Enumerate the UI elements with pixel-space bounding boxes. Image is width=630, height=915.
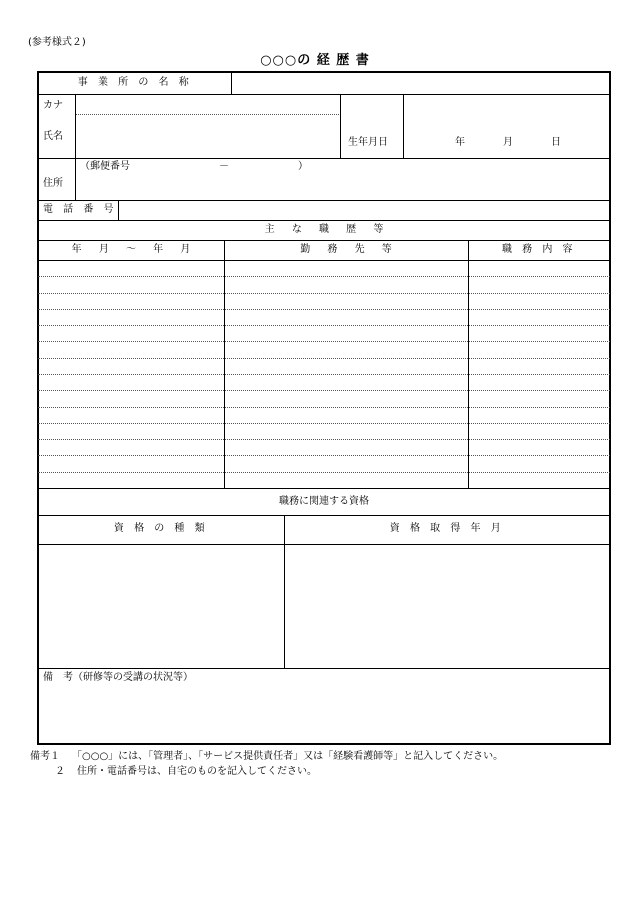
career-section-title: 主 な 職 歴 等	[264, 224, 384, 235]
address-field[interactable]	[77, 176, 609, 198]
career-workplace-cell[interactable]	[225, 359, 467, 373]
career-period-cell[interactable]	[39, 294, 223, 308]
career-duties-cell[interactable]	[469, 375, 608, 389]
row-separator	[38, 472, 610, 473]
divider	[38, 158, 610, 159]
divider	[284, 515, 285, 668]
row-separator	[38, 325, 610, 326]
office-name-field[interactable]	[233, 73, 609, 93]
row-separator	[38, 358, 610, 359]
career-period-cell[interactable]	[39, 408, 223, 422]
career-workplace-cell[interactable]	[225, 473, 467, 487]
qualification-col-date: 資 格 取 得 年 月	[389, 523, 505, 534]
page-title: ○○○の 経 歴 書	[260, 53, 370, 68]
reference-form-label: (参考様式２)	[28, 37, 86, 48]
divider	[231, 72, 232, 94]
divider	[75, 158, 76, 200]
divider	[340, 94, 341, 158]
name-field[interactable]	[77, 116, 339, 156]
postal-code-field[interactable]	[140, 160, 296, 174]
divider	[38, 544, 610, 545]
career-duties-cell[interactable]	[469, 359, 608, 373]
remarks-label: 備 考（研修等の受講の状況等）	[43, 672, 193, 683]
phone-field[interactable]	[120, 201, 609, 219]
row-separator	[38, 293, 610, 294]
career-workplace-cell[interactable]	[225, 326, 467, 340]
career-duties-cell[interactable]	[469, 326, 608, 340]
divider	[38, 220, 610, 221]
career-duties-cell[interactable]	[469, 456, 608, 470]
divider	[38, 488, 610, 489]
career-duties-cell[interactable]	[469, 473, 608, 487]
divider	[38, 668, 610, 669]
row-separator	[38, 423, 610, 424]
career-period-cell[interactable]	[39, 261, 223, 275]
career-duties-cell[interactable]	[469, 294, 608, 308]
kana-label: カナ	[43, 100, 63, 111]
row-separator	[38, 341, 610, 342]
row-separator	[38, 390, 610, 391]
row-separator	[38, 309, 610, 310]
address-label: 住所	[43, 178, 63, 189]
qualification-date-field[interactable]	[286, 546, 609, 666]
career-duties-cell[interactable]	[469, 261, 608, 275]
career-period-cell[interactable]	[39, 326, 223, 340]
career-workplace-cell[interactable]	[225, 310, 467, 324]
career-duties-cell[interactable]	[469, 408, 608, 422]
career-workplace-cell[interactable]	[225, 375, 467, 389]
career-workplace-cell[interactable]	[225, 261, 467, 275]
row-separator	[38, 374, 610, 375]
footnote-2-label: ２	[55, 766, 65, 777]
postal-code-dash: －	[219, 161, 229, 172]
career-col-workplace: 勤 務 先 等	[300, 244, 392, 255]
postal-code-label: （郵便番号	[80, 161, 130, 172]
career-workplace-cell[interactable]	[225, 277, 467, 291]
kana-separator	[76, 114, 339, 115]
row-separator	[38, 276, 610, 277]
qualification-col-type: 資 格 の 種 類	[113, 523, 209, 534]
row-separator	[38, 439, 610, 440]
career-duties-cell[interactable]	[469, 310, 608, 324]
kana-field[interactable]	[77, 96, 339, 113]
birth-day-unit: 日	[551, 137, 561, 148]
divider	[75, 94, 76, 158]
career-workplace-cell[interactable]	[225, 294, 467, 308]
career-period-cell[interactable]	[39, 440, 223, 454]
career-col-duties: 職 務 内 容	[501, 244, 577, 255]
career-period-cell[interactable]	[39, 375, 223, 389]
career-duties-cell[interactable]	[469, 424, 608, 438]
row-separator	[38, 407, 610, 408]
career-duties-cell[interactable]	[469, 440, 608, 454]
postal-code-close: ）	[298, 161, 308, 172]
career-period-cell[interactable]	[39, 456, 223, 470]
divider	[38, 240, 610, 241]
footnote-2-text: 住所・電話番号は、自宅のものを記入してください。	[77, 766, 317, 777]
birth-year-unit: 年	[455, 137, 465, 148]
phone-label: 電 話 番 号	[43, 204, 118, 215]
career-period-cell[interactable]	[39, 391, 223, 405]
remarks-field[interactable]	[40, 686, 609, 742]
career-workplace-cell[interactable]	[225, 342, 467, 356]
career-duties-cell[interactable]	[469, 277, 608, 291]
career-period-cell[interactable]	[39, 424, 223, 438]
career-workplace-cell[interactable]	[225, 391, 467, 405]
career-duties-cell[interactable]	[469, 391, 608, 405]
footnote-1-label: 備考１	[30, 751, 60, 762]
birth-month-unit: 月	[503, 137, 513, 148]
career-workplace-cell[interactable]	[225, 456, 467, 470]
name-label: 氏名	[43, 131, 63, 142]
divider	[118, 200, 119, 220]
birthdate-label: 生年月日	[348, 137, 388, 148]
office-name-label: 事 業 所 の 名 称	[77, 77, 193, 88]
qualifications-section-title: 職務に関連する資格	[279, 496, 369, 507]
career-duties-cell[interactable]	[469, 342, 608, 356]
career-col-period: 年 月 ～ 年 月	[71, 244, 191, 255]
career-workplace-cell[interactable]	[225, 440, 467, 454]
divider	[38, 515, 610, 516]
footnote-1-text: 「○○○」には、「管理者」、「サービス提供責任者」又は「経験看護師等」と記入してください。	[72, 751, 504, 762]
career-period-cell[interactable]	[39, 342, 223, 356]
career-workplace-cell[interactable]	[225, 424, 467, 438]
career-period-cell[interactable]	[39, 473, 223, 487]
qualification-type-field[interactable]	[40, 546, 282, 666]
career-period-cell[interactable]	[39, 359, 223, 373]
divider	[38, 94, 610, 95]
career-period-cell[interactable]	[39, 277, 223, 291]
divider	[403, 94, 404, 158]
career-workplace-cell[interactable]	[225, 408, 467, 422]
row-separator	[38, 455, 610, 456]
career-period-cell[interactable]	[39, 310, 223, 324]
